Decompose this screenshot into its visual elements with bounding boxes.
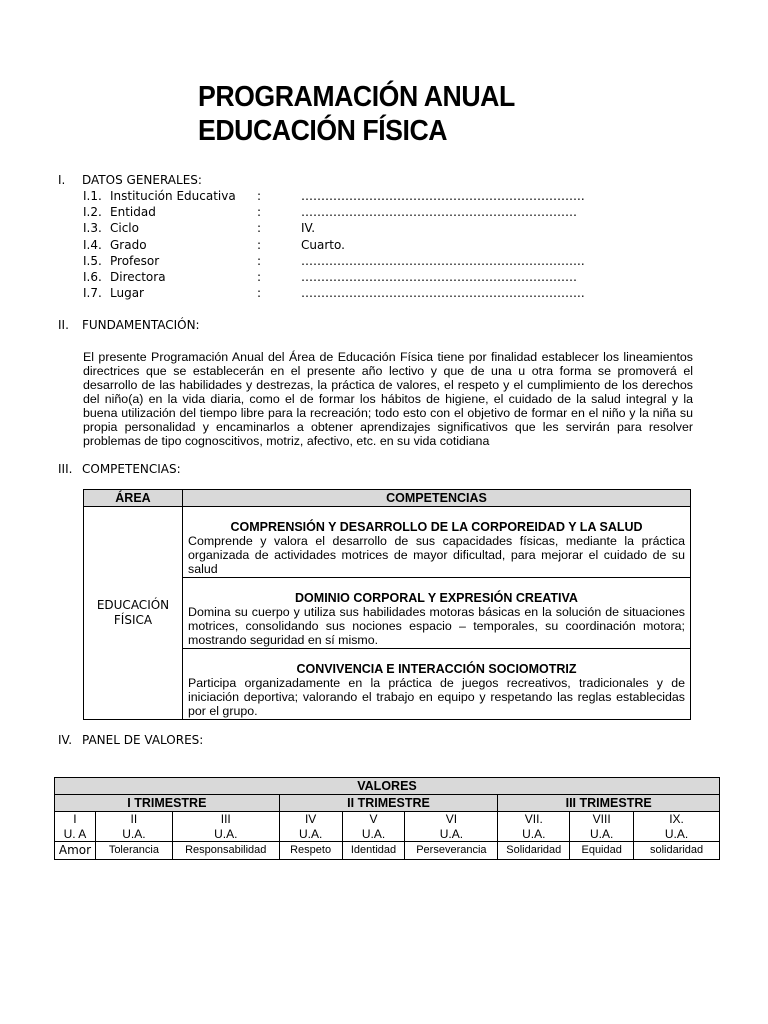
competencia-text: Domina su cuerpo y utiliza sus habilidades motoras básicas en la solución de situaciones motrices, consolidando sus nociones espacio – temporales, su coordinación motora; mostrando seguridad en sí mismo. xyxy=(188,604,685,647)
unidad-number: VII. xyxy=(524,812,543,826)
section-heading-competencias xyxy=(58,461,181,477)
unidad-cell xyxy=(405,812,498,842)
item-colon: : xyxy=(257,189,262,203)
item-value: …………………………………………………………… xyxy=(301,205,577,220)
table-row xyxy=(84,507,691,578)
item-label: Grado xyxy=(110,237,147,252)
item-code: I.2. xyxy=(83,205,102,220)
item-label: Entidad xyxy=(110,205,156,220)
item-label: Directora xyxy=(110,270,166,285)
unidad-label: U.A. xyxy=(664,826,689,841)
item-value: Cuarto. xyxy=(301,237,345,252)
document-title xyxy=(198,80,515,148)
list-item xyxy=(83,285,631,301)
unidad-label: U.A. xyxy=(522,826,546,841)
section-label: FUNDAMENTACIÓN: xyxy=(82,318,200,332)
competencia-cell xyxy=(183,578,691,649)
list-item xyxy=(83,237,631,253)
section-label: DATOS GENERALES: xyxy=(82,173,202,187)
valor-cell: Amor xyxy=(55,842,96,860)
unidad-cell xyxy=(55,812,96,842)
unidad-cell xyxy=(95,812,172,842)
section-number: I. xyxy=(58,173,66,187)
item-code: I.1. xyxy=(83,189,102,203)
section-label: COMPETENCIAS: xyxy=(82,462,181,476)
unidad-number: VI xyxy=(445,812,458,826)
header-competencias: COMPETENCIAS xyxy=(183,490,691,507)
item-code: I.3. xyxy=(83,221,102,236)
unidad-label: U.A. xyxy=(590,826,614,841)
competencia-title: COMPRENSIÓN Y DESARROLLO DE LA CORPOREIDAD Y LA SALUD xyxy=(230,519,643,534)
unidad-number: IV xyxy=(304,812,317,826)
item-colon: : xyxy=(257,205,262,220)
unidad-number: VIII xyxy=(592,812,611,826)
item-value: IV. xyxy=(301,221,316,236)
unidad-number: III xyxy=(220,812,231,826)
unidad-number: V xyxy=(369,812,378,826)
unidad-label: U.A. xyxy=(439,826,464,841)
competencia-title: DOMINIO CORPORAL Y EXPRESIÓN CREATIVA xyxy=(295,590,578,605)
unidades-row xyxy=(55,812,720,842)
item-code: I.5. xyxy=(83,253,102,268)
section-heading-fundamentacion xyxy=(58,317,200,333)
valor-cell: Equidad xyxy=(570,842,634,860)
item-value: …………………………………………………………….. xyxy=(301,286,585,301)
item-label: Ciclo xyxy=(110,221,139,236)
list-item xyxy=(83,253,631,269)
area-cell: EDUCACIÓN FÍSICA xyxy=(84,507,183,720)
item-code: I.4. xyxy=(83,237,102,252)
title-line-2: EDUCACIÓN FÍSICA xyxy=(198,115,448,147)
valores-table xyxy=(54,777,720,860)
unidad-number: II xyxy=(130,812,138,826)
table-header-row xyxy=(84,490,691,507)
unidad-number: I xyxy=(73,812,77,826)
trimestre-header: II TRIMESTRE xyxy=(279,795,498,812)
unidad-cell xyxy=(172,812,279,842)
item-colon: : xyxy=(257,253,262,268)
competencia-text: Participa organizadamente en la práctica de juegos recreativos, tradicionales y de iniciación deportiva; valorando el trabajo en equipo y respetando las reglas establecidas por el grupo. xyxy=(188,675,685,718)
section-number: IV. xyxy=(58,733,73,747)
valor-cell: Respeto xyxy=(279,842,342,860)
section-heading-panel-valores xyxy=(58,732,203,748)
competencia-cell xyxy=(183,649,691,720)
unidad-cell xyxy=(279,812,342,842)
competencias-table xyxy=(83,489,691,720)
section-heading-datos-generales xyxy=(58,172,202,188)
item-colon: : xyxy=(257,270,262,285)
fundamentacion-paragraph: El presente Programación Anual del Área de Educación Física tiene por finalidad establecer los lineamientos directrices que se establecerán en el presente año lectivo y que de una u otra forma se promoverá el desarrollo de las habilidades y destrezas, la práctica de valores, el respeto y el cumplimiento de los derechos del niño(a) en la vida diaria, como el de formar los hábitos de higiene, el cuidado de la salud integral y la buena utilización del tiempo libre para la recreación; todo esto con el objetivo de formar en el niño y la niña su propia personalidad y encaminarlos a obtener aprendizajes significativos que les servirán para resolver problemas de tipo cognoscitivos, motriz, afectivo, etc. en su vida cotidiana xyxy=(83,350,693,448)
unidad-cell xyxy=(342,812,405,842)
item-value: …………………………………………………………….. xyxy=(301,189,585,203)
section-label: PANEL DE VALORES: xyxy=(82,733,204,747)
unidad-label: U.A. xyxy=(122,826,146,841)
unidad-cell xyxy=(634,812,720,842)
item-label: Institución Educativa xyxy=(110,189,236,203)
section-number: II. xyxy=(58,318,69,332)
unidad-label: U.A. xyxy=(214,826,238,841)
list-item xyxy=(83,204,631,220)
item-label: Profesor xyxy=(110,253,160,268)
valor-cell: Perseverancia xyxy=(405,842,498,860)
valor-cell: solidaridad xyxy=(634,842,720,860)
item-colon: : xyxy=(257,221,262,236)
unidad-number: IX. xyxy=(669,812,684,826)
valor-cell: Solidaridad xyxy=(498,842,570,860)
valor-cell: Identidad xyxy=(342,842,405,860)
item-colon: : xyxy=(257,237,262,252)
competencia-title: CONVIVENCIA E INTERACCIÓN SOCIOMOTRIZ xyxy=(296,661,577,676)
valor-cell: Responsabilidad xyxy=(172,842,279,860)
trimestre-header: I TRIMESTRE xyxy=(55,795,280,812)
list-item xyxy=(83,188,631,204)
valor-cell: Tolerancia xyxy=(95,842,172,860)
section-number: III. xyxy=(58,462,73,476)
unidad-cell xyxy=(570,812,634,842)
item-label: Lugar xyxy=(110,286,144,301)
item-value: …………………………………………………………….. xyxy=(301,253,585,268)
item-code: I.7. xyxy=(83,286,102,301)
unidad-label: U.A. xyxy=(361,826,386,841)
item-colon: : xyxy=(257,286,262,301)
unidad-cell xyxy=(498,812,570,842)
valores-header: VALORES xyxy=(55,778,720,795)
item-code: I.6. xyxy=(83,270,102,285)
title-line-1: PROGRAMACIÓN ANUAL xyxy=(198,81,515,113)
unidad-label: U. A xyxy=(63,826,87,841)
unidad-label: U.A. xyxy=(298,826,323,841)
list-item xyxy=(83,220,631,236)
item-value: …………………………………………………………… xyxy=(301,270,577,285)
trimestre-header: III TRIMESTRE xyxy=(498,795,720,812)
competencia-text: Comprende y valora el desarrollo de sus capacidades físicas, mediante la práctica organizada de actividades motrices de mayor dificultad, para mejorar el cuidado de su salud xyxy=(188,533,685,576)
valores-row xyxy=(55,842,720,860)
datos-generales-list xyxy=(83,188,631,301)
header-area: ÁREA xyxy=(84,490,183,507)
list-item xyxy=(83,269,631,285)
competencia-cell xyxy=(183,507,691,578)
